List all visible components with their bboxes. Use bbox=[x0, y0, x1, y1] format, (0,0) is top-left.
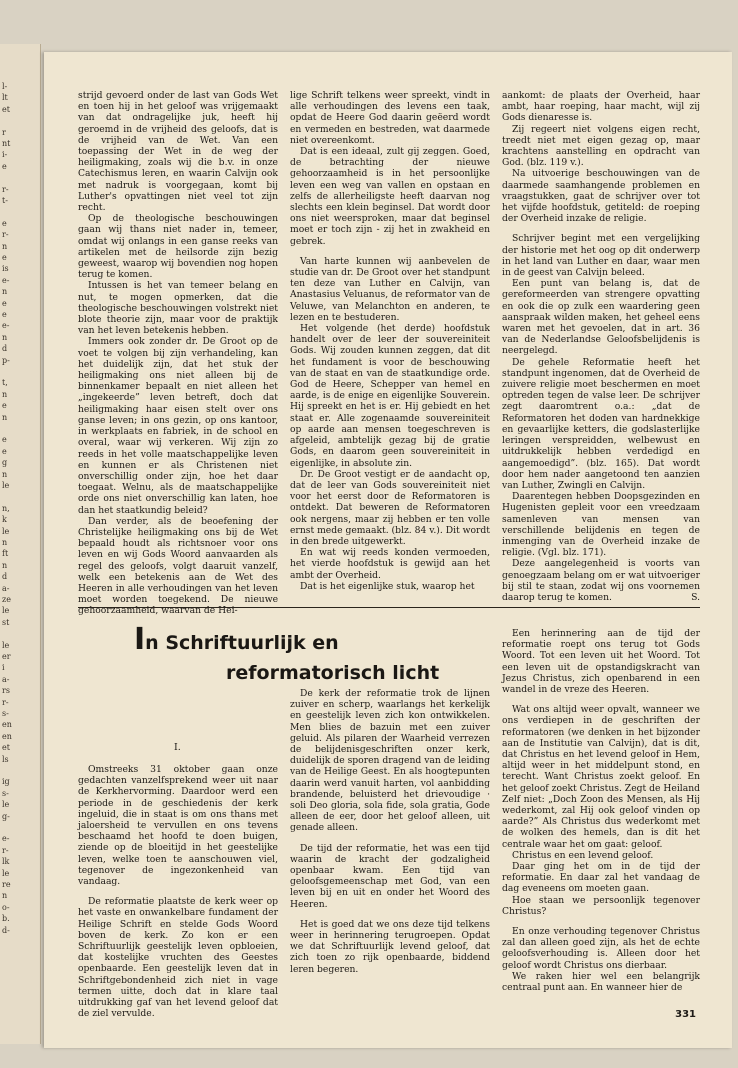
paragraph: De kerk der reformatie trok de lijnen zuiver en scherp, waarlangs het kerkelijk en geestelijk leven zich kon ontwikkelen. Men blies de bazuin met een zuiver geluid. Als pilaren der Waarheid verrezen de belijdenisgeschriften onzer kerk, duidelijk de sporen dragend van de leiding van de Heilige Geest. En als hoogtepunten daarin werd vanuit harten, vol aanbidding brandende, beluisterd het drievoudige · soli Deo gloria, sola fide, sola gratia, Gode alleen de eer, door het geloof alleen, uit genade alleen. bbox=[290, 688, 490, 834]
prev-page-fragment: n bbox=[2, 332, 8, 342]
title-drop-cap: I bbox=[134, 622, 146, 657]
prev-page-fragment: e bbox=[2, 253, 7, 262]
paragraph: De tijd der reformatie, het was een tijd waarin de kracht der godzaligheid openbaar kwam. Een tijd van geloofsgemeenschap met God, van een leven bij en uit en onder het Woord des Heeren. bbox=[290, 842, 490, 910]
prev-page-fragment: n bbox=[2, 412, 8, 422]
paragraph: En onze verhouding tegenover Christus zal dan alleen goed zijn, als het de echte geloofsverhouding is. Alleen door het geloof wordt Christus ons dierbaar. bbox=[502, 926, 700, 971]
prev-page-fragment: e- bbox=[2, 321, 10, 331]
magazine-page bbox=[44, 52, 732, 1048]
prev-page-fragment: le bbox=[2, 526, 10, 536]
paragraph: Intussen is het van temeer belang en nut, te mogen opmerken, dat die theologische beschouwingen volstrekt niet blote theorie zijn, maar voor de praktijk van het leven betekenis hebben. bbox=[78, 280, 278, 337]
paragraph: Daarentegen hebben Doopsgezinden en Hugenisten gepleit voor een vreedzaam samenleven van mensen van verschillende belijdenis en tegen de inmenging van de Overheid inzake de religie. (Vgl. blz. 171). bbox=[502, 491, 700, 559]
prev-page-fragment: le bbox=[2, 606, 10, 616]
prev-page-fragment: e- bbox=[2, 834, 10, 844]
prev-page-fragment: i- bbox=[2, 150, 8, 160]
paragraph: lige Schrift telkens weer spreekt, vindt in alle verhoudingen des levens een taak, opdat de Heere God daarin geëerd wordt en vermeden en bestreden, wat daarmede niet overeenkomt. bbox=[290, 90, 490, 146]
prev-page-fragment: ze bbox=[2, 595, 11, 604]
paragraph bbox=[502, 558, 700, 603]
prev-page-fragment: n bbox=[2, 538, 8, 547]
prev-page-fragment: d- bbox=[2, 925, 10, 935]
prev-page-fragment: e bbox=[2, 435, 7, 445]
prev-page-fragment: e bbox=[2, 218, 7, 228]
prev-page-fragment: n bbox=[2, 241, 8, 251]
prev-page-fragment: t- bbox=[2, 196, 8, 205]
prev-page-fragment: ls bbox=[2, 754, 9, 764]
paragraph: Wat ons altijd weer opvalt, wanneer we ons verdiepen in de geschriften der reformatoren (we denken in het bijzonder aan de Institutie van Calvijn), dat is dit, dat Christus en het levend geloof in Hem, altijd weer in het middelpunt stond, en terecht. Want Christus zoekt geloof. En het geloof zoekt Christus. Zegt de Heiland Zelf niet: „Doch Zoon des Mensen, als Hij wederkomt, zal Hij ook geloof vinden op aarde?” Als Christus dus wederkomt met de wolken des hemels, dan is dit het centrale waar het om gaat: geloof. bbox=[502, 704, 700, 850]
prev-page-fragment: r- bbox=[2, 697, 9, 707]
paragraph: Omstreeks 31 oktober gaan onze gedachten vanzelfsprekend weer uit naar de Kerkhervorming. Daardoor werd een periode in de geschiedenis der kerk ingeluid, die in staat is om ons thans met jaloersheid te vervullen en ons tevens beschaamd het hoofd te doen buigen, ziende op de bloeitijd in het geestelijke leven, welke toen te aanschouwen viel, tegenover de ingezonkenheid van vandaag. bbox=[78, 764, 278, 888]
paragraph: En wat wij reeds konden vermoeden, het vierde hoofdstuk is gewijd aan het ambt der Overheid. bbox=[290, 547, 490, 581]
prev-page-fragment: e- bbox=[2, 275, 10, 285]
prev-page-fragment: en bbox=[2, 720, 12, 730]
prev-page-fragment: er bbox=[2, 652, 11, 661]
paragraph: Na uitvoerige beschouwingen van de daarmede saamhangende problemen en vraagstukken, gaat de schrijver over tot het vijfde hoofdstuk, getiteld: de roeping der Overheid inzake de religie. bbox=[502, 168, 700, 225]
prev-page-fragment: k bbox=[2, 515, 7, 525]
paragraph: Een herinnering aan de tijd der reformatie roept ons terug tot Gods Woord. Tot een leven uit het Woord. Tot een leven uit de opstandigskracht van Jezus Christus, zich openbarend in een wandel in de vreze des Heeren. bbox=[502, 628, 700, 696]
prev-page-fragment: n bbox=[2, 469, 8, 479]
paragraph: De reformatie plaatste de kerk weer op het vaste en onwankelbare fundament der Heilige Schrift en stelde Gods Woord boven de kerk. Zo kon er een Schriftuurlijk geestelijk leven opbloeien, dat kostelijke vruchten des Geestes openbaarde. Een geestelijk leven dat in Schriftgebondenheid zich niet in vage termen uitte, doch dat in klare taal uitdrukking gaf van het levend geloof dat de ziel vervulde. bbox=[78, 896, 278, 1020]
prev-page-fragment: le bbox=[2, 640, 10, 650]
article-column-3 bbox=[502, 628, 700, 993]
title-line-1-text: n Schriftuurlijk en bbox=[145, 632, 339, 654]
prev-page-fragment: ig bbox=[2, 777, 10, 787]
paragraph: Dat is een ideaal, zult gij zeggen. Goed, de betrachting der nieuwe gehoorzaamheid is in het persoonlijke leven een weg van vallen en opstaan en zelfs de allerheiligste heeft daarvan nog slechts een klein beginsel. Dat wordt door ons niet weersproken, maar dat beginsel moet er toch zijn - zij het in zwakheid en gebrek. bbox=[290, 146, 490, 247]
prev-page-fragment: n bbox=[2, 287, 8, 297]
paragraph: We raken hier wel een belangrijk centraal punt aan. En wanneer hier de bbox=[502, 970, 700, 994]
prev-page-fragment: e bbox=[2, 310, 7, 319]
prev-page-fragment: i bbox=[2, 663, 5, 673]
prev-page-fragment: le bbox=[2, 868, 10, 878]
paragraph: Christus en een levend geloof. bbox=[512, 849, 654, 861]
paragraph: Hoe staan we persoonlijk tegenover Christus? bbox=[502, 894, 700, 917]
prev-page-fragment: e bbox=[2, 401, 7, 411]
title-line-1 bbox=[134, 622, 474, 657]
paragraph: Van harte kunnen wij aanbevelen de studie van dr. De Groot over het standpunt ten deze van Luther en Calvijn, van Anastasius Veluanus, de reformator van de Veluwe, van Melanchton en anderen, te lezen en te bestuderen. bbox=[290, 255, 491, 323]
prev-page-fragment: s- bbox=[2, 709, 9, 718]
prev-page-fragment: rs bbox=[2, 686, 10, 696]
prev-page-fragment: r- bbox=[2, 845, 9, 855]
paragraph: Het is goed dat we ons deze tijd telkens weer in herinnering terugroepen. Opdat we dat Schriftuurlijk levend geloof, dat zich toen zo rijk openbaarde, biddend leren begeren. bbox=[290, 918, 490, 975]
prev-page-fragment: is bbox=[2, 264, 9, 274]
prev-page-fragment: e bbox=[2, 161, 7, 171]
prev-page-fragment: g bbox=[2, 458, 8, 468]
prev-page-fragment: lt bbox=[2, 93, 8, 103]
page-number: 331 bbox=[675, 1009, 696, 1020]
prev-page-fragment: r- bbox=[2, 184, 9, 194]
article-column-2 bbox=[290, 688, 490, 975]
paragraph: Dat is het eigenlijke stuk, waarop het bbox=[300, 580, 475, 592]
prev-page-fragment: g- bbox=[2, 811, 10, 821]
prev-page-fragment: l- bbox=[2, 82, 8, 91]
article-column-1 bbox=[78, 764, 278, 1019]
prev-page-fragment: p- bbox=[2, 355, 10, 365]
prev-page-fragment: t, bbox=[2, 378, 8, 388]
prev-page-fragment: s- bbox=[2, 788, 9, 798]
prev-page-fragment: d bbox=[2, 344, 8, 354]
section-number: I. bbox=[174, 742, 181, 753]
paragraph: Het volgende (het derde) hoofdstuk handelt over de leer der souvereiniteit Gods. Wij zouden kunnen zeggen, dat dit het fundament is voor de beschouwing van de staat en van de staatkundige orde. God de Heere, Schepper van hemel en aarde, is de enige en eigenlijke Souverein. Hij spreekt en het is er. Hij gebiedt en het staat er. Alle zogenaamde souvereiniteit op aarde aan mensen toegeschreven is afgeleid, ambtelijk gezag bij de gratie Gods, en daarom geen souvereiniteit in eigenlijke, in absolute zin. bbox=[290, 323, 490, 469]
prev-page-fragment: n, bbox=[2, 503, 10, 513]
paragraph: Op de theologische beschouwingen gaan wij thans niet nader in, temeer, omdat wij onlangs in een ganse reeks van artikelen met de heilsorde zijn bezig geweest, waarop wij bovendien nog hopen terug te komen. bbox=[78, 213, 278, 281]
prev-page-fragment: n bbox=[2, 891, 8, 901]
prev-page-fragment: lk bbox=[2, 857, 10, 867]
prev-page-fragment: st bbox=[2, 617, 10, 627]
paragraph: Zij regeert niet volgens eigen recht, treedt niet met eigen gezag op, maar krachtens aanstelling en opdracht van God. (blz. 119 v.). bbox=[502, 123, 700, 169]
paragraph: Dan verder, als de beoefening der Christelijke heiligmaking ons bij de Wet bepaald houdt als richtsnoer voor ons leven en wij Gods Woord aanvaarden als regel des geloofs, volgt daaruit vanzelf, welk een betekenis aan de Wet des Heeren in alle verhoudingen van het leven moet worden toegekend. De nieuwe gehoorzaamheid, waarvan de Hei- bbox=[78, 515, 278, 617]
paragraph: Schrijver begint met een vergelijking der historie met het oog op dit onderwerp in het land van Luther en daar, waar men in de geest van Calvijn beleed. bbox=[502, 233, 700, 279]
prev-page-fragment: et bbox=[2, 104, 10, 114]
prev-page-fragment: e bbox=[2, 298, 7, 308]
top-column-3 bbox=[502, 90, 700, 603]
prev-page-fragment: ft bbox=[2, 549, 9, 559]
prev-page-fragment: nt bbox=[2, 139, 11, 148]
prev-page-fragment: b. bbox=[2, 914, 10, 924]
paragraph: strijd gevoerd onder de last van Gods Wet en toen hij in het geloof was vrijgemaakt van dat ondragelijke juk, heeft hij geroemd in de vrijheid des geloofs, dat is de vrijheid van de Wet. Van een toepassing der Wet in de weg der heiligmaking, zoals wij die b.v. in onze Catechismus leren, en waarin Calvijn ook met nadruk is voorgegaan, komt bij Luther's opvattingen niet veel tot zijn recht. bbox=[78, 90, 278, 214]
final-paragraph-text: Deze aangelegenheid is voorts van genoegzaam belang om er wat uitvoeriger bij stil te staan, zodat wij ons voornemen daarop terug te komen. bbox=[502, 558, 700, 603]
paragraph: aankomt: de plaats der Overheid, haar ambt, haar roeping, haar macht, wijl zij Gods dienaresse is. bbox=[502, 90, 700, 124]
prev-page-fragment: et bbox=[2, 743, 10, 753]
top-column-2 bbox=[290, 90, 490, 592]
prev-page-fragment: o- bbox=[2, 902, 10, 912]
prev-page-fragment: re bbox=[2, 880, 11, 889]
prev-page-fragment: r- bbox=[2, 230, 9, 240]
title-line-2: reformatorisch licht bbox=[226, 662, 440, 684]
prev-page-fragment: le bbox=[2, 481, 10, 490]
prev-page-fragment: a- bbox=[2, 674, 10, 684]
previous-page-edge bbox=[0, 44, 41, 1044]
prev-page-fragment: en bbox=[2, 731, 12, 741]
paragraph: Een punt van belang is, dat de gereformeerden van strengere opvatting en ook die op zulk een waardering geen aanspraak wilden maken, het geheel eens waren met het gevoelen, dat in art. 36 van de Nederlandse Geloofsbelijdenis is neergelegd. bbox=[502, 278, 700, 357]
prev-page-fragment: e bbox=[2, 446, 7, 456]
prev-page-fragment: n bbox=[2, 389, 8, 399]
paragraph: Immers ook zonder dr. De Groot op de voet te volgen bij zijn verhandeling, kan het duidelijk zijn, dat het stuk der heiligmaking ons niet alleen bij de binnenkamer bepaalt en niet alleen het „ingekeerde” leven betreft, doch dat heiligmaking haar eisen stelt over ons ganse leven; in ons gezin, op ons kantoor, in werkplaats en fabriek, in de school en overal, waar wij verkeren. Wij zijn zo reeds in het volle maatschappelijke leven en kunnen er als Christenen niet onverschillig onder zijn, hoe het daar toegaat. Welnu, als de maatschappelijke orde ons niet onverschillig kan laten, hoe dan het staatkundig beleid? bbox=[78, 336, 278, 516]
top-column-1 bbox=[78, 90, 278, 617]
prev-page-fragment: d bbox=[2, 572, 8, 582]
article-title bbox=[134, 622, 474, 685]
prev-page-fragment: le bbox=[2, 800, 10, 810]
paragraph: Dr. De Groot vestigt er de aandacht op, dat de leer van Gods souvereiniteit niet voor het eerst door de Reformatoren is ontdekt. Dat beweren de Reformatoren ook nergens, maar zij hebben er ten volle ernst mede gemaakt. (blz. 84 v.). Dit wordt in den brede uitgewerkt. bbox=[290, 468, 490, 547]
paragraph: De gehele Reformatie heeft het standpunt ingenomen, dat de Overheid de zuivere religie moet beschermen en moet optreden tegen de valse leer. De schrijver zegt daaromtrent o.a.: „dat de Reformatoren het doden van hardnekkige en gevaarlijke ketters, die godslasterlijke leringen verspreidden, welbewust en uitdrukkelijk hebben verdedigd en aangemoedigd”. (blz. 165). Dat wordt door hem nader aangetoond ten aanzien van Luther, Zwingli en Calvijn. bbox=[502, 356, 700, 491]
prev-page-fragment: a- bbox=[2, 583, 10, 593]
section-divider bbox=[78, 607, 700, 608]
prev-page-fragment: n bbox=[2, 560, 8, 570]
paragraph: Daar ging het om in de tijd der reformatie. En daar zal het vandaag de dag eveneens om moeten gaan. bbox=[502, 861, 700, 895]
author-signature: S. bbox=[691, 591, 700, 603]
prev-page-fragment: r bbox=[2, 127, 6, 137]
